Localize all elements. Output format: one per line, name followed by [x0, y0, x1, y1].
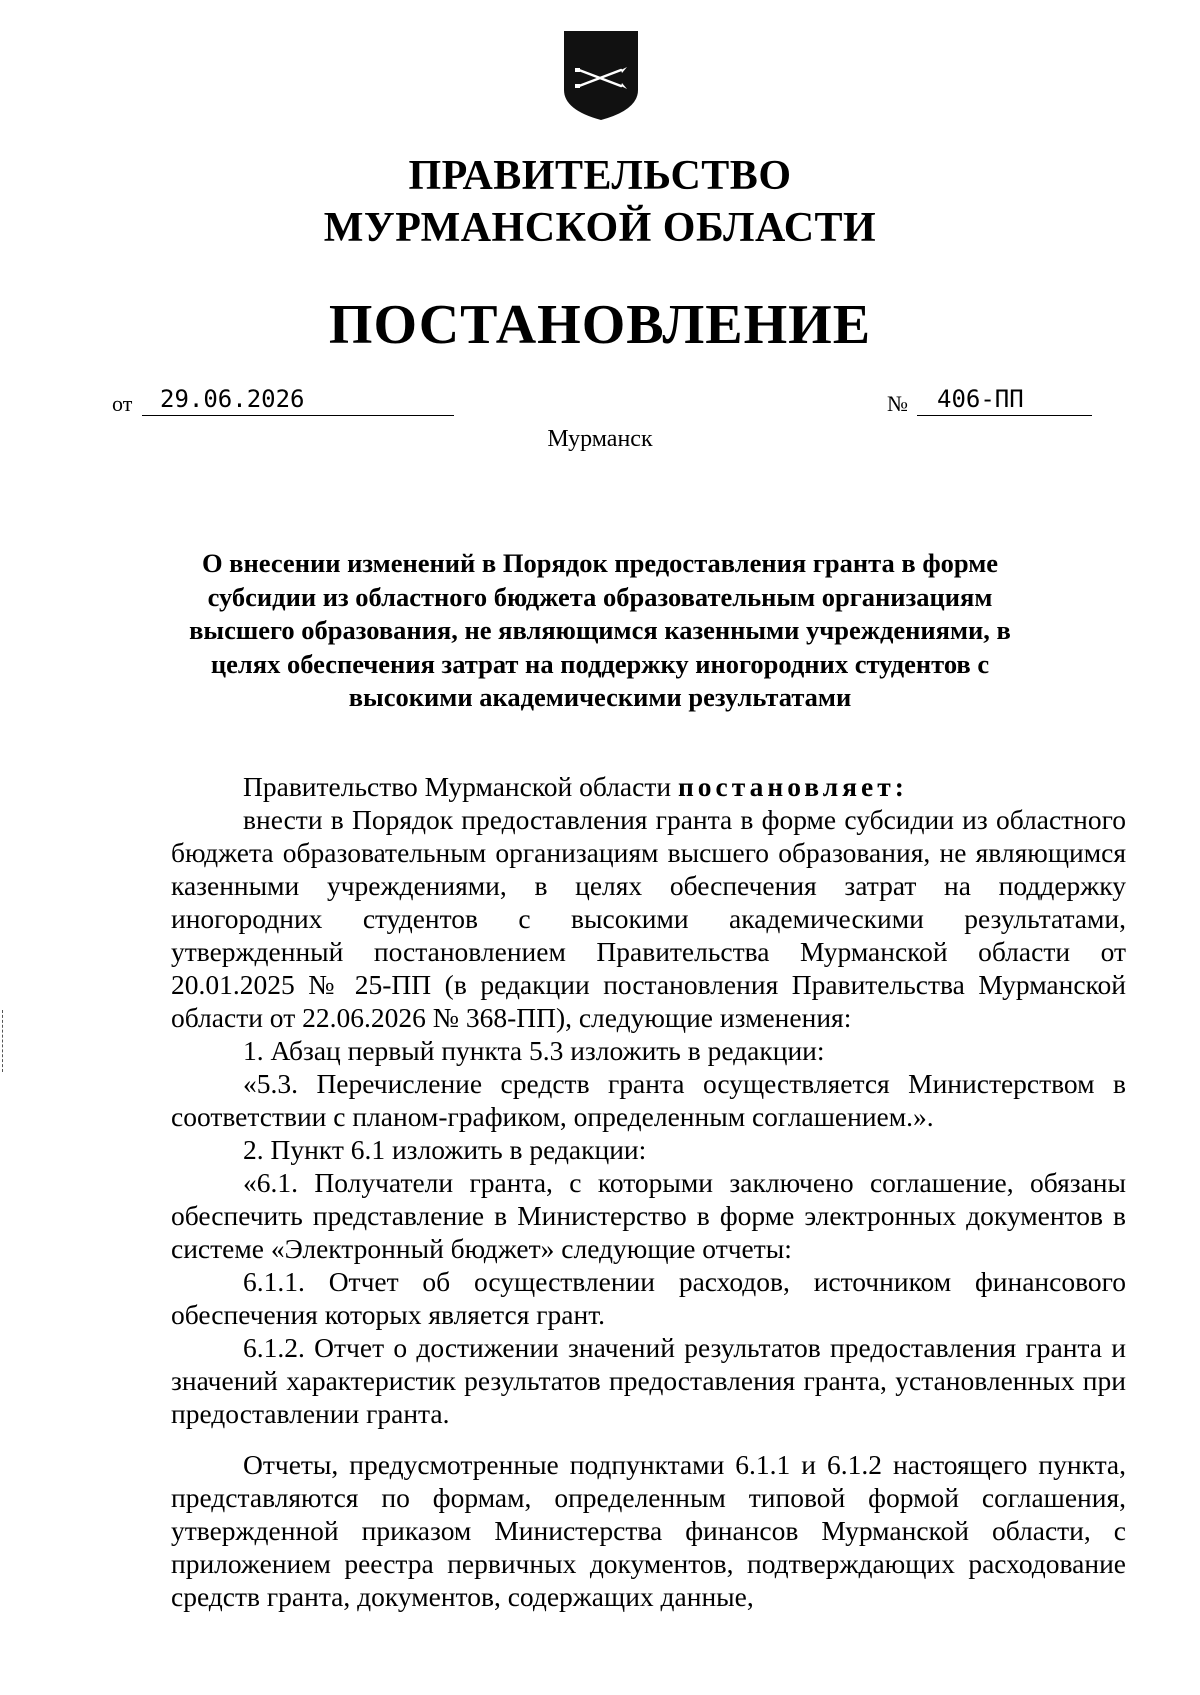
paragraph-3: «5.3. Перечисление средств гранта осуществляется Министерством в соответствии с планом-графиком, определенным соглашением.».: [171, 1068, 1126, 1132]
document-subject: О внесении изменений в Порядок предоставления гранта в форме субсидии из областного бюджета образовательным организациям высшего образования, не являющимся казенными учреждениями, в целях обеспечения затрат на поддержку иногородних студентов с высокими академическими результатами: [189, 548, 1011, 712]
org-title-line2: МУРМАНСКОЙ ОБЛАСТИ: [323, 205, 877, 251]
paragraph-6: 6.1.1. Отчет об осуществлении расходов, источником финансового обеспечения которых является грант.: [171, 1266, 1126, 1330]
paragraph-2: 1. Абзац первый пункта 5.3 изложить в редакции:: [243, 1035, 825, 1066]
org-title-line1: ПРАВИТЕЛЬСТВО: [408, 153, 792, 199]
document-number: 406-ПП: [937, 385, 1024, 413]
intro-paragraph: [171, 770, 1126, 803]
paragraph-8: Отчеты, предусмотренные подпунктами 6.1.1 и 6.1.2 настоящего пункта, представляются по формам, определенным типовой формой соглашения, утвержденной приказом Министерства финансов Мурманской области, с приложением реестра первичных документов, подтверждающих расходование средств гранта, документов, содержащих данные,: [171, 1449, 1126, 1612]
date-prefix: от: [112, 391, 133, 416]
coat-of-arms-icon: [561, 28, 641, 122]
date-field: [142, 385, 454, 416]
document-type: ПОСТАНОВЛЕНИЕ: [328, 294, 872, 356]
number-prefix: №: [887, 391, 908, 416]
number-field: [917, 385, 1092, 416]
document-body: [171, 770, 1126, 1613]
document-date: 29.06.2026: [160, 385, 305, 413]
paragraph-7: 6.1.2. Отчет о достижении значений результатов предоставления гранта и значений характеристик результатов предоставления гранта, установленных при предоставлении гранта.: [171, 1332, 1126, 1429]
margin-mark: [2, 1010, 4, 1072]
date-number-row: [112, 385, 1092, 419]
city: Мурманск: [547, 426, 653, 452]
paragraph-1: внести в Порядок предоставления гранта в форме субсидии из областного бюджета образовательным организациям высшего образования, не являющимся казенными учреждениями, в целях обеспечения затрат на поддержку иногородних студентов с высокими академическими результатами, утвержденный постановлением Правительства Мурманской области от 20.01.2025 № 25-ПП (в редакции постановления Правительства Мурманской области от 22.06.2026 № 368-ПП), следующие изменения:: [171, 804, 1126, 1033]
intro-emphasis: постановляет:: [677, 771, 908, 802]
paragraph-5: «6.1. Получатели гранта, с которыми заключено соглашение, обязаны обеспечить представление в Министерство в форме электронных документов в системе «Электронный бюджет» следующие отчеты:: [171, 1167, 1126, 1264]
paragraph-4: 2. Пункт 6.1 изложить в редакции:: [243, 1134, 647, 1165]
intro-text: Правительство Мурманской области: [243, 771, 678, 802]
